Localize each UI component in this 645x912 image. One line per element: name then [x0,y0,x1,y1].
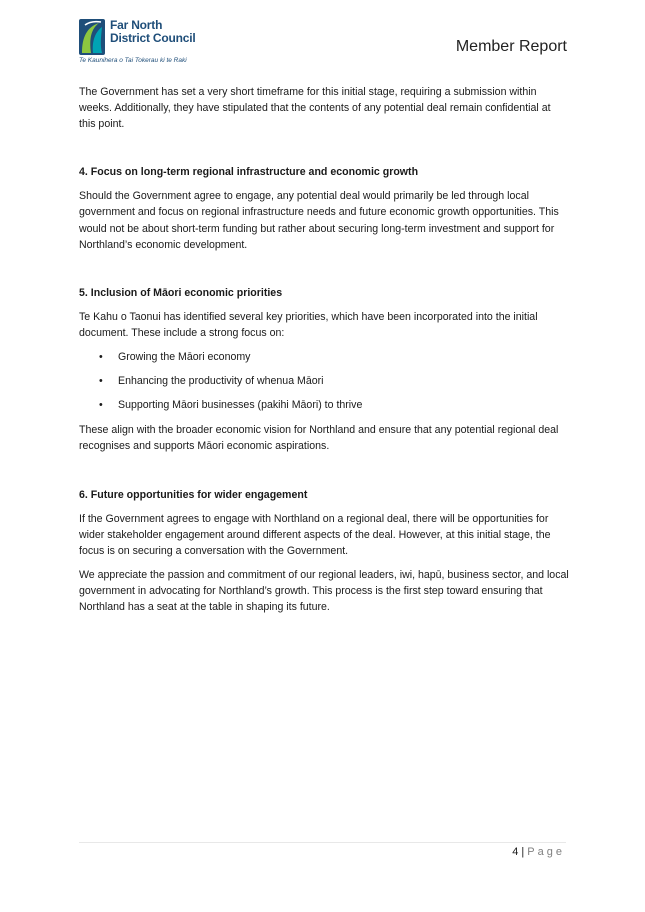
page-footer [512,846,565,858]
intro-paragraph: The Government has set a very short timeframe for this initial stage, requiring a submission within weeks. Additionally, they have stipulated that the contents of any potential deal remain confidential at this point. [79,86,551,131]
list-item-text: Enhancing the productivity of whenua Māori [118,375,324,388]
section-6-body-1: If the Government agrees to engage with Northland on a regional deal, there will be opportunities for wider stakeholder engagement around different aspects of the deal. However, at this initial stage, the focus is on securing a conversation with the Government. [79,512,551,557]
council-name [110,19,195,45]
council-name-line2: District Council [110,31,196,45]
council-logo-icon [79,19,105,55]
list-item-text: Growing the Māori economy [118,351,251,364]
list-item [79,397,569,413]
bullet-icon: • [99,399,103,412]
footer-divider [79,842,566,843]
section-4-heading: 4. Focus on long-term regional infrastructure and economic growth [79,166,419,179]
section-5-heading: 5. Inclusion of Māori economic priorities [79,286,283,299]
list-item [79,373,569,389]
priorities-list [79,349,569,413]
report-body [79,84,569,615]
section-6-body-2: We appreciate the passion and commitment of our regional leaders, iwi, hapū, business sector, and local government in advocating for Northland’s growth. This process is the first step toward ensuring that Northland has a seat at the table in shaping its future. [79,568,569,614]
list-item-text: Supporting Māori businesses (pakihi Māori) to thrive [118,399,363,412]
section-4-body: Should the Government agree to engage, any potential deal would primarily be led through local government and focus on regional infrastructure needs and future economic growth opportunities. This would not be about short-term funding but rather about securing long-term investment and support for Northland’s economic development. [79,190,559,251]
page-number: 4 [512,846,519,858]
council-name-line1: Far North [110,18,163,32]
council-logo [79,17,219,69]
section-5-intro: Te Kahu o Taonui has identified several key priorities, which have been incorporated into the initial document. These include a strong focus on: [79,310,538,339]
list-item [79,349,569,365]
bullet-icon: • [99,375,103,388]
section-5-closing: These align with the broader economic vision for Northland and ensure that any potential regional deal recognises and supports Māori economic aspirations. [79,424,559,453]
page-label: Page [527,846,565,858]
bullet-icon: • [99,351,103,364]
council-tagline: Te Kaunihera o Tai Tokerau ki te Raki [79,57,187,64]
page-separator: | [521,846,525,858]
report-title: Member Report [455,38,567,55]
section-6-heading: 6. Future opportunities for wider engagement [79,488,308,501]
